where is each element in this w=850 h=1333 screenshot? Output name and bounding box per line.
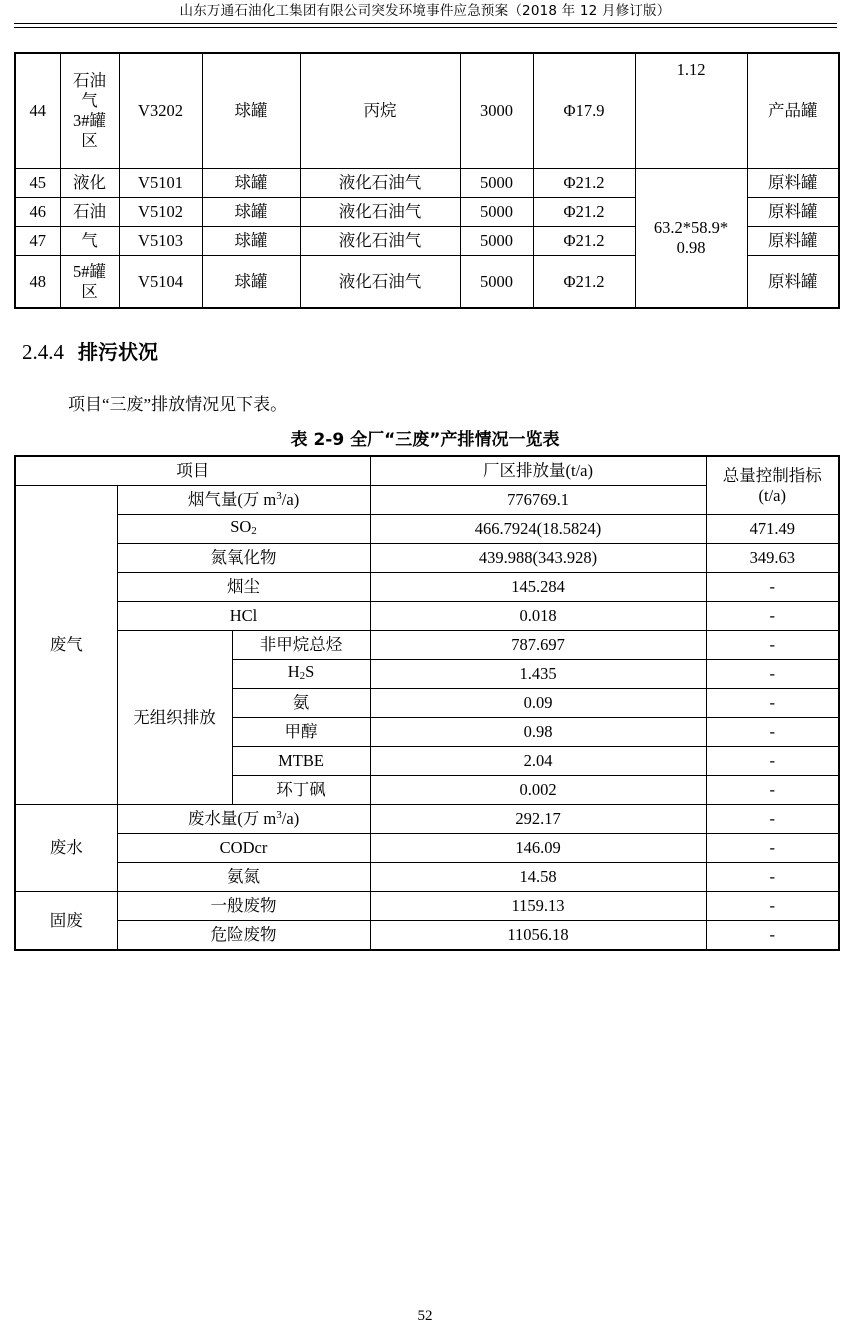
row-value: 0.002 bbox=[370, 776, 706, 805]
row-limit: - bbox=[706, 631, 839, 660]
category-solid: 固废 bbox=[15, 892, 117, 951]
header-limit: 总量控制指标 (t/a) bbox=[706, 456, 839, 515]
tank-use: 原料罐 bbox=[747, 198, 839, 227]
section-title: 排污状况 bbox=[78, 340, 158, 364]
table-row bbox=[15, 573, 839, 602]
tank-dimension: 1.12 bbox=[635, 53, 747, 169]
tank-use: 原料罐 bbox=[747, 227, 839, 256]
row-limit: - bbox=[706, 863, 839, 892]
waste-table bbox=[14, 455, 840, 951]
row-number: 45 bbox=[15, 169, 60, 198]
tank-id: V5101 bbox=[119, 169, 202, 198]
tank-type: 球罐 bbox=[202, 256, 300, 309]
row-value: 2.04 bbox=[370, 747, 706, 776]
row-label: CODcr bbox=[117, 834, 370, 863]
tank-area: 5#罐 区 bbox=[60, 256, 119, 309]
row-value: 145.284 bbox=[370, 573, 706, 602]
row-limit: - bbox=[706, 892, 839, 921]
row-label: $H_2S$ bbox=[232, 660, 370, 689]
row-label: 烟尘 bbox=[117, 573, 370, 602]
row-label: 非甲烷总烃 bbox=[232, 631, 370, 660]
row-label: 氮氧化物 bbox=[117, 544, 370, 573]
row-label: 废水量(万 $m^3/a$) bbox=[117, 805, 370, 834]
row-limit: - bbox=[706, 602, 839, 631]
fugitive-label: 无组织排放 bbox=[117, 631, 232, 805]
tank-dimension-shared: 63.2*58.9* 0.98 bbox=[635, 169, 747, 309]
row-limit: - bbox=[706, 747, 839, 776]
tank-volume: 5000 bbox=[460, 169, 533, 198]
tank-volume: 5000 bbox=[460, 256, 533, 309]
tank-type: 球罐 bbox=[202, 198, 300, 227]
tank-id: V5103 bbox=[119, 227, 202, 256]
tank-type: 球罐 bbox=[202, 227, 300, 256]
header-item: 项目 bbox=[15, 456, 370, 486]
table-row bbox=[15, 892, 839, 921]
row-label: 一般废物 bbox=[117, 892, 370, 921]
tank-area: 石油 气 3#罐 区 bbox=[60, 53, 119, 169]
tank-medium: 液化石油气 bbox=[300, 256, 460, 309]
row-label: $SO_2$ bbox=[117, 515, 370, 544]
tank-diameter: Φ21.2 bbox=[533, 227, 635, 256]
table-row bbox=[15, 169, 839, 198]
table-row bbox=[15, 602, 839, 631]
row-number: 44 bbox=[15, 53, 60, 169]
tank-area: 石油 bbox=[60, 198, 119, 227]
row-value: 787.697 bbox=[370, 631, 706, 660]
row-label: MTBE bbox=[232, 747, 370, 776]
row-label: 氨氮 bbox=[117, 863, 370, 892]
header-rule-thin bbox=[14, 27, 837, 28]
row-limit: - bbox=[706, 921, 839, 951]
tank-diameter: Φ21.2 bbox=[533, 198, 635, 227]
tank-type: 球罐 bbox=[202, 53, 300, 169]
row-value: 292.17 bbox=[370, 805, 706, 834]
category-water: 废水 bbox=[15, 805, 117, 892]
header-emission: 厂区排放量(t/a) bbox=[370, 456, 706, 486]
row-limit: - bbox=[706, 573, 839, 602]
table-row bbox=[15, 631, 839, 660]
row-value: 466.7924(18.5824) bbox=[370, 515, 706, 544]
row-limit: - bbox=[706, 660, 839, 689]
section-number: 2.4.4 bbox=[22, 340, 64, 364]
row-value: 14.58 bbox=[370, 863, 706, 892]
table-row bbox=[15, 834, 839, 863]
row-value: 1.435 bbox=[370, 660, 706, 689]
tank-id: V5104 bbox=[119, 256, 202, 309]
tank-diameter: Φ21.2 bbox=[533, 169, 635, 198]
row-label: 环丁砜 bbox=[232, 776, 370, 805]
page-number: 52 bbox=[417, 1308, 433, 1324]
row-value: 0.98 bbox=[370, 718, 706, 747]
section-heading bbox=[22, 338, 158, 366]
row-value: 439.988(343.928) bbox=[370, 544, 706, 573]
table-row bbox=[15, 863, 839, 892]
tank-area: 气 bbox=[60, 227, 119, 256]
tank-diameter: Φ17.9 bbox=[533, 53, 635, 169]
tank-area: 液化 bbox=[60, 169, 119, 198]
tank-id: V3202 bbox=[119, 53, 202, 169]
row-label: 氨 bbox=[232, 689, 370, 718]
row-limit: - bbox=[706, 805, 839, 834]
tank-medium: 丙烷 bbox=[300, 53, 460, 169]
header-rule-thick bbox=[14, 23, 837, 24]
row-label: 危险废物 bbox=[117, 921, 370, 951]
table-row bbox=[15, 53, 839, 169]
tank-use: 原料罐 bbox=[747, 169, 839, 198]
table-row bbox=[15, 921, 839, 951]
tank-diameter: Φ21.2 bbox=[533, 256, 635, 309]
row-value: 0.018 bbox=[370, 602, 706, 631]
table-header-row bbox=[15, 456, 839, 486]
tank-volume: 5000 bbox=[460, 227, 533, 256]
tank-medium: 液化石油气 bbox=[300, 198, 460, 227]
row-value: 1159.13 bbox=[370, 892, 706, 921]
table-row bbox=[15, 805, 839, 834]
row-limit: 349.63 bbox=[706, 544, 839, 573]
row-number: 48 bbox=[15, 256, 60, 309]
row-label: 烟气量(万 $m^3/a$) bbox=[117, 486, 370, 515]
row-limit: - bbox=[706, 718, 839, 747]
tank-id: V5102 bbox=[119, 198, 202, 227]
page-header: 山东万通石油化工集团有限公司突发环境事件应急预案（2018 年 12 月修订版） bbox=[179, 3, 671, 19]
row-value: 0.09 bbox=[370, 689, 706, 718]
row-label: HCl bbox=[117, 602, 370, 631]
row-value: 776769.1 bbox=[370, 486, 706, 515]
table-row bbox=[15, 544, 839, 573]
category-gas: 废气 bbox=[15, 486, 117, 805]
row-number: 46 bbox=[15, 198, 60, 227]
tank-medium: 液化石油气 bbox=[300, 169, 460, 198]
tank-table bbox=[14, 52, 840, 309]
tank-volume: 3000 bbox=[460, 53, 533, 169]
row-limit: - bbox=[706, 689, 839, 718]
row-label: 甲醇 bbox=[232, 718, 370, 747]
row-value: 146.09 bbox=[370, 834, 706, 863]
table-row bbox=[15, 515, 839, 544]
tank-use: 原料罐 bbox=[747, 256, 839, 309]
table-caption: 表 2-9 全厂“三废”产排情况一览表 bbox=[290, 430, 560, 450]
row-number: 47 bbox=[15, 227, 60, 256]
row-value: 11056.18 bbox=[370, 921, 706, 951]
tank-volume: 5000 bbox=[460, 198, 533, 227]
tank-use: 产品罐 bbox=[747, 53, 839, 169]
tank-type: 球罐 bbox=[202, 169, 300, 198]
row-limit: - bbox=[706, 776, 839, 805]
intro-paragraph: 项目“三废”排放情况见下表。 bbox=[68, 395, 288, 414]
tank-medium: 液化石油气 bbox=[300, 227, 460, 256]
row-limit: 471.49 bbox=[706, 515, 839, 544]
row-limit: - bbox=[706, 834, 839, 863]
